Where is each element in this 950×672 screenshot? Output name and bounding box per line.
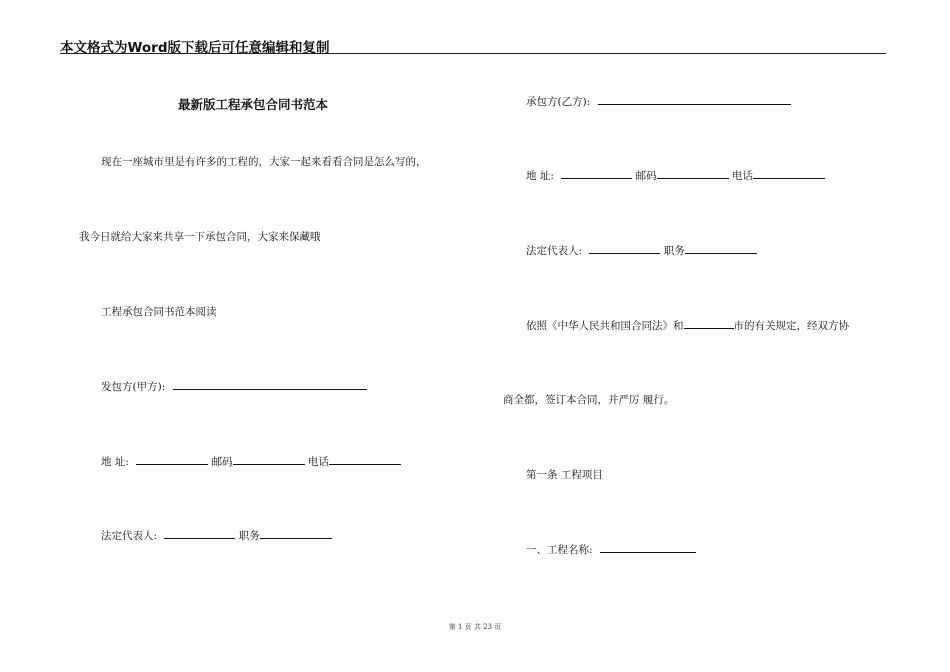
right-legal-rep-blank <box>589 242 660 254</box>
party-a-blank <box>173 378 367 390</box>
left-address-line <box>101 453 401 469</box>
party-b-label: 承包方(乙方): <box>526 96 591 108</box>
left-legal-rep-line <box>101 527 332 543</box>
right-position-label: 职务 <box>663 245 685 257</box>
right-phone-blank <box>753 167 825 179</box>
project-name-label: 一、工程名称: <box>526 544 593 556</box>
article-1-heading: 第一条 工程项目 <box>526 469 603 481</box>
header-rule <box>60 53 886 54</box>
left-address-label: 地 址: <box>101 456 129 468</box>
left-phone-label: 电话 <box>307 456 329 468</box>
left-legal-rep-blank <box>164 527 235 539</box>
basis-text-a: 依照《中华人民共和国合同法》和 <box>526 320 684 332</box>
project-name-line <box>526 541 696 557</box>
right-legal-rep-line <box>526 242 757 258</box>
reading-line: 工程承包合同书范本阅读 <box>101 306 217 318</box>
right-address-line <box>526 167 825 183</box>
intro-line-1: 现在一座城市里是有许多的工程的，大家一起来看看合同是怎么写的， <box>101 156 427 168</box>
left-phone-blank <box>329 453 401 465</box>
left-address-blank <box>136 453 208 465</box>
right-legal-rep-label: 法定代表人: <box>526 245 583 257</box>
document-header: 本文格式为Word版下载后可任意编辑和复制 <box>60 40 330 56</box>
left-postcode-label: 邮码 <box>211 456 233 468</box>
left-postcode-blank <box>233 453 305 465</box>
agreement-line: 商全都，签订本合同，并严厉 履行。 <box>503 394 675 406</box>
party-a-line <box>101 378 367 394</box>
intro-line-2: 我今日就给大家来共享一下承包合同，大家来保藏哦 <box>79 231 321 243</box>
party-b-line <box>526 93 791 109</box>
party-a-label: 发包方(甲方): <box>101 381 166 393</box>
document-title: 最新版工程承包合同书范本 <box>178 97 329 112</box>
city-blank <box>684 317 734 329</box>
left-position-blank <box>260 527 332 539</box>
right-postcode-blank <box>657 167 729 179</box>
basis-line <box>526 317 849 333</box>
party-b-blank <box>598 93 791 105</box>
right-postcode-label: 邮码 <box>635 170 657 182</box>
right-address-blank <box>561 167 632 179</box>
project-name-blank <box>600 541 696 553</box>
right-phone-label: 电话 <box>731 170 753 182</box>
left-position-label: 职务 <box>238 530 260 542</box>
right-position-blank <box>685 242 757 254</box>
page-footer: 第 1 页 共 23 页 <box>448 623 502 631</box>
right-address-label: 地 址: <box>526 170 554 182</box>
left-legal-rep-label: 法定代表人: <box>101 530 158 542</box>
basis-text-b: 市的有关规定，经双方协 <box>733 320 849 332</box>
